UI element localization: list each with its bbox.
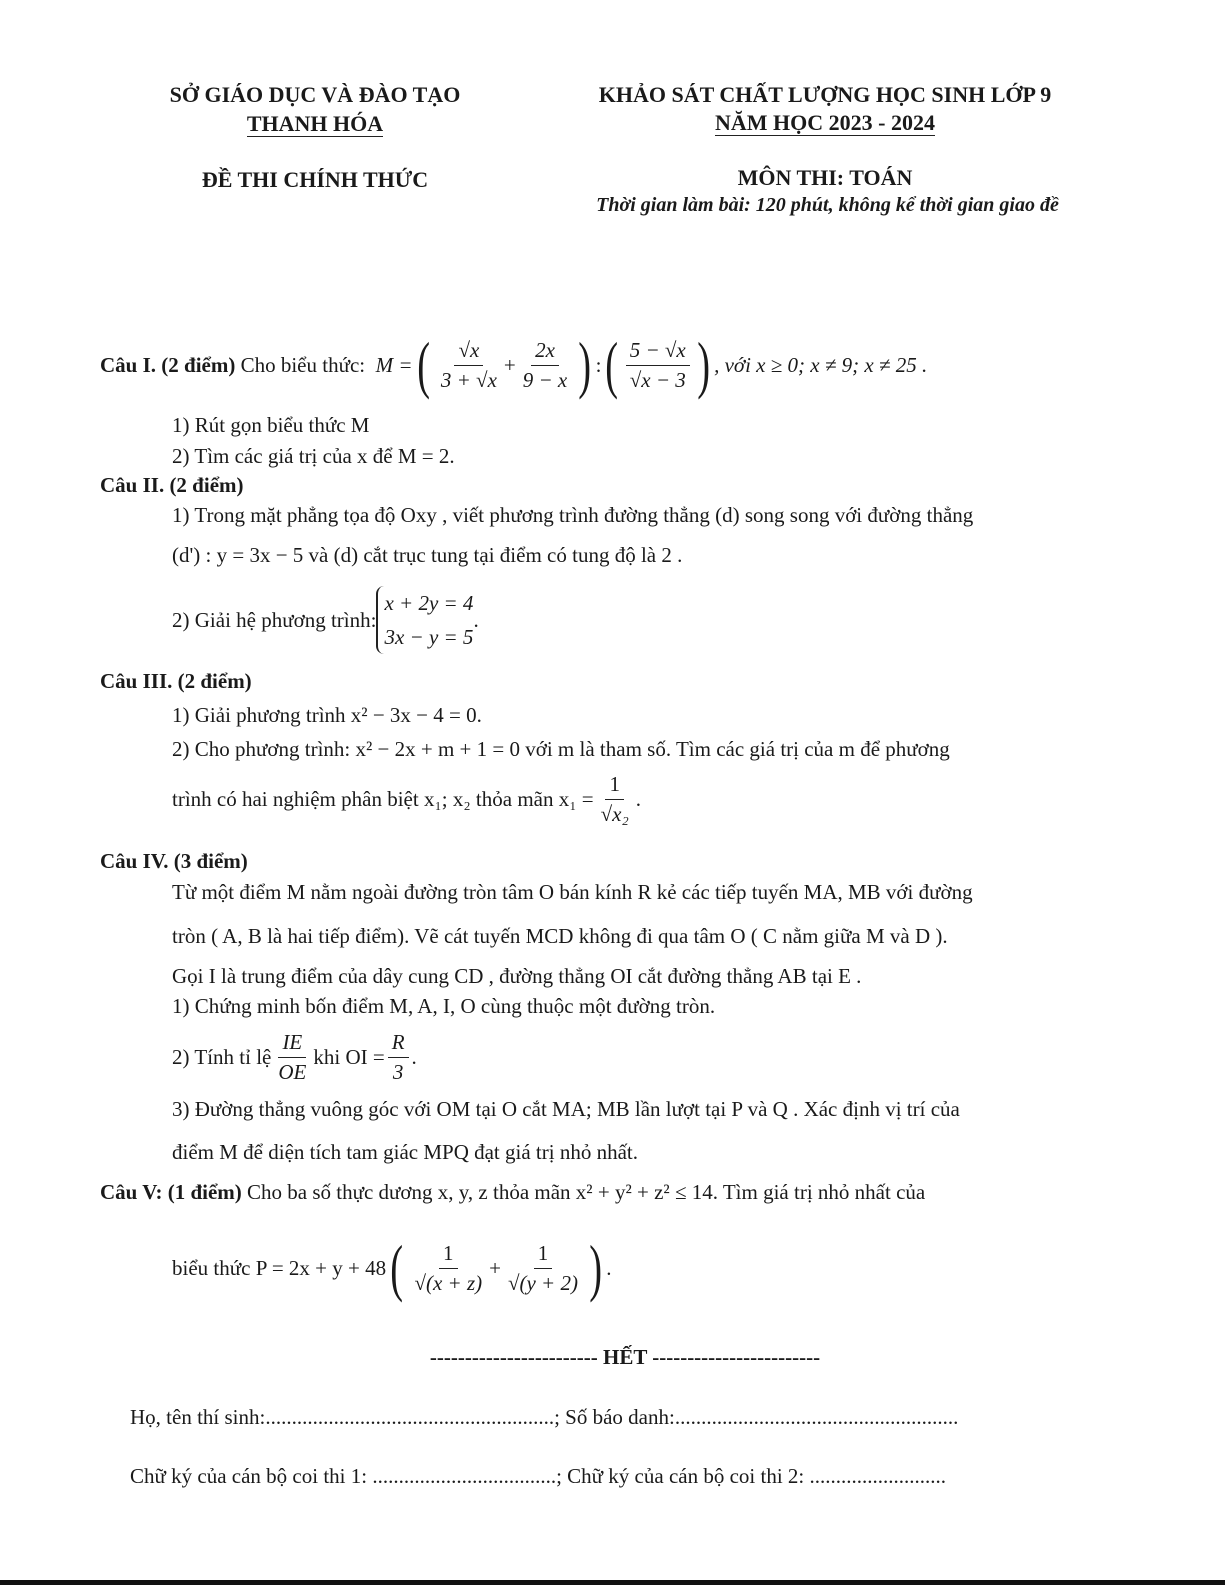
numerator: ( √x xyxy=(454,338,483,366)
candidate-info-line: Họ, tên thí sinh:.......................................................; Số báo danh:...................................................... xyxy=(130,1405,959,1429)
question-3-title: Câu III. (2 điểm) xyxy=(100,669,252,693)
numerator: R xyxy=(388,1030,409,1058)
period: . xyxy=(635,787,642,811)
text: khi OI = xyxy=(313,1045,385,1069)
equation-1: x + 2y = 4 xyxy=(384,591,474,615)
question-2-part-1b: (d') : y = 3x − 5 và (d) cắt trục tung tại điểm có tung độ là 2 . xyxy=(172,543,683,567)
denominator: √x₂ xyxy=(600,802,629,826)
period: . xyxy=(411,1045,417,1069)
condition: , với x ≥ 0; x ≠ 9; x ≠ 25 . xyxy=(714,352,928,377)
province-name xyxy=(150,111,480,137)
question-2-part-2 xyxy=(172,586,479,654)
denominator: √(y + 2) xyxy=(507,1270,578,1295)
question-4-title: Câu IV. (3 điểm) xyxy=(100,849,248,873)
question-3-part-1: 1) Giải phương trình x² − 3x − 4 = 0. xyxy=(172,703,482,727)
question-2-part-1a: 1) Trong mặt phẳng tọa độ Oxy , viết phương trình đường thẳng (d) song song với đường thẳng xyxy=(172,503,974,527)
period: . xyxy=(606,1255,612,1280)
official-exam-label: ĐỀ THI CHÍNH THỨC xyxy=(201,167,429,192)
time-limit: Thời gian làm bài: 120 phút, không kể thời gian giao đề xyxy=(596,194,1059,216)
expression-lhs: M = xyxy=(375,352,413,377)
school-year xyxy=(540,110,1110,136)
question-3-part-2b xyxy=(172,772,641,827)
question-4-line-3: Gọi I là trung điểm của dây cung CD , đường thẳng OI cắt đường thẳng AB tại E . xyxy=(172,964,862,988)
question-5-text: Cho ba số thực dương x, y, z thỏa mãn x² + y² + z² ≤ 14. Tìm giá trị nhỏ nhất của xyxy=(247,1180,926,1204)
numerator: 1 xyxy=(605,772,624,800)
numerator: ( 5 − √x xyxy=(626,338,690,366)
question-3-part-2a: 2) Cho phương trình: x² − 2x + m + 1 = 0 với m là tham số. Tìm các giá trị của m để phương xyxy=(172,737,950,761)
exam-title: KHẢO SÁT CHẤT LƯỢNG HỌC SINH LỚP 9 xyxy=(598,82,1052,107)
question-1-part-2: 2) Tìm các giá trị của x để M = 2. xyxy=(172,444,455,468)
end-mark: ------------------------ HẾT ------------------------ xyxy=(429,1345,821,1369)
text: 2) Tính tỉ lệ xyxy=(172,1045,272,1069)
operator: : xyxy=(595,352,602,377)
question-5-line-2 xyxy=(172,1228,612,1308)
fraction xyxy=(597,772,633,827)
fraction xyxy=(626,338,690,393)
question-2-title: Câu II. (2 điểm) xyxy=(100,473,244,497)
equation-2: 3x − y = 5 xyxy=(384,625,474,649)
fraction xyxy=(519,338,572,393)
bottom-border xyxy=(0,1580,1225,1585)
question-1-title: Câu I. (2 điểm) xyxy=(100,352,236,377)
question-4-line-2: tròn ( A, B là hai tiếp điểm). Vẽ cát tuyến MCD không đi qua tâm O ( C nằm giữa M và D ). xyxy=(172,924,948,948)
expression-p: biểu thức P = 2x + y + 48 xyxy=(172,1255,387,1280)
question-4-part-2 xyxy=(172,1030,417,1085)
department-name: SỞ GIÁO DỤC VÀ ĐÀO TẠO xyxy=(169,82,461,107)
numerator: IE xyxy=(278,1030,306,1058)
question-5-line-1 xyxy=(100,1180,925,1205)
question-4-part-3a: 3) Đường thẳng vuông góc với OM tại O cắt MA; MB lần lượt tại P và Q . Xác định vị trí của xyxy=(172,1097,960,1121)
denominator: √x − 3 xyxy=(629,367,686,392)
fraction xyxy=(504,1241,582,1296)
period: . xyxy=(473,607,479,632)
question-1-intro: Cho biểu thức: xyxy=(240,352,366,377)
subject: MÔN THI: TOÁN xyxy=(737,165,913,190)
question-4-part-1: 1) Chứng minh bốn điểm M, A, I, O cùng thuộc một đường tròn. xyxy=(172,994,716,1018)
fraction xyxy=(274,1030,310,1085)
question-2-part-2-text: 2) Giải hệ phương trình: xyxy=(172,607,377,632)
question-1-part-1: 1) Rút gọn biểu thức M xyxy=(172,413,370,437)
fraction xyxy=(388,1030,409,1085)
paren-group xyxy=(386,1236,606,1300)
question-3-part-2b-text: trình có hai nghiệm phân biệt x₁; x₂ thỏa mãn x₁ = xyxy=(172,787,594,811)
numerator: ( 1 xyxy=(439,1241,458,1269)
question-1 xyxy=(100,325,927,405)
province-text: THANH HÓA xyxy=(246,111,384,136)
paren-group-2 xyxy=(601,333,714,397)
fraction xyxy=(410,1241,486,1296)
denominator: √(x + z) xyxy=(414,1270,483,1295)
denominator: OE xyxy=(278,1060,307,1084)
numerator: 1 xyxy=(534,1241,553,1269)
paren-group-1 xyxy=(413,333,596,397)
question-4-part-3b: điểm M để diện tích tam giác MPQ đạt giá trị nhỏ nhất. xyxy=(172,1140,638,1164)
invigilator-signature-line: Chữ ký của cán bộ coi thi 1: ...................................; Chữ ký của cán bộ coi thi 2: .......................... xyxy=(130,1464,946,1488)
operator: + xyxy=(503,352,516,377)
fraction xyxy=(437,338,501,393)
denominator: 3 xyxy=(392,1060,404,1084)
question-4-line-1: Từ một điểm M nằm ngoài đường tròn tâm O bán kính R kẻ các tiếp tuyến MA, MB với đường xyxy=(172,880,973,904)
question-5-title: Câu V: (1 điểm) xyxy=(100,1180,242,1204)
denominator: 9 − x xyxy=(522,367,568,392)
equation-system xyxy=(376,586,473,654)
numerator: 2x xyxy=(531,338,559,366)
school-year-text: NĂM HỌC 2023 - 2024 xyxy=(715,110,935,135)
denominator: 3 + √x xyxy=(440,367,497,392)
operator: + xyxy=(489,1255,501,1280)
